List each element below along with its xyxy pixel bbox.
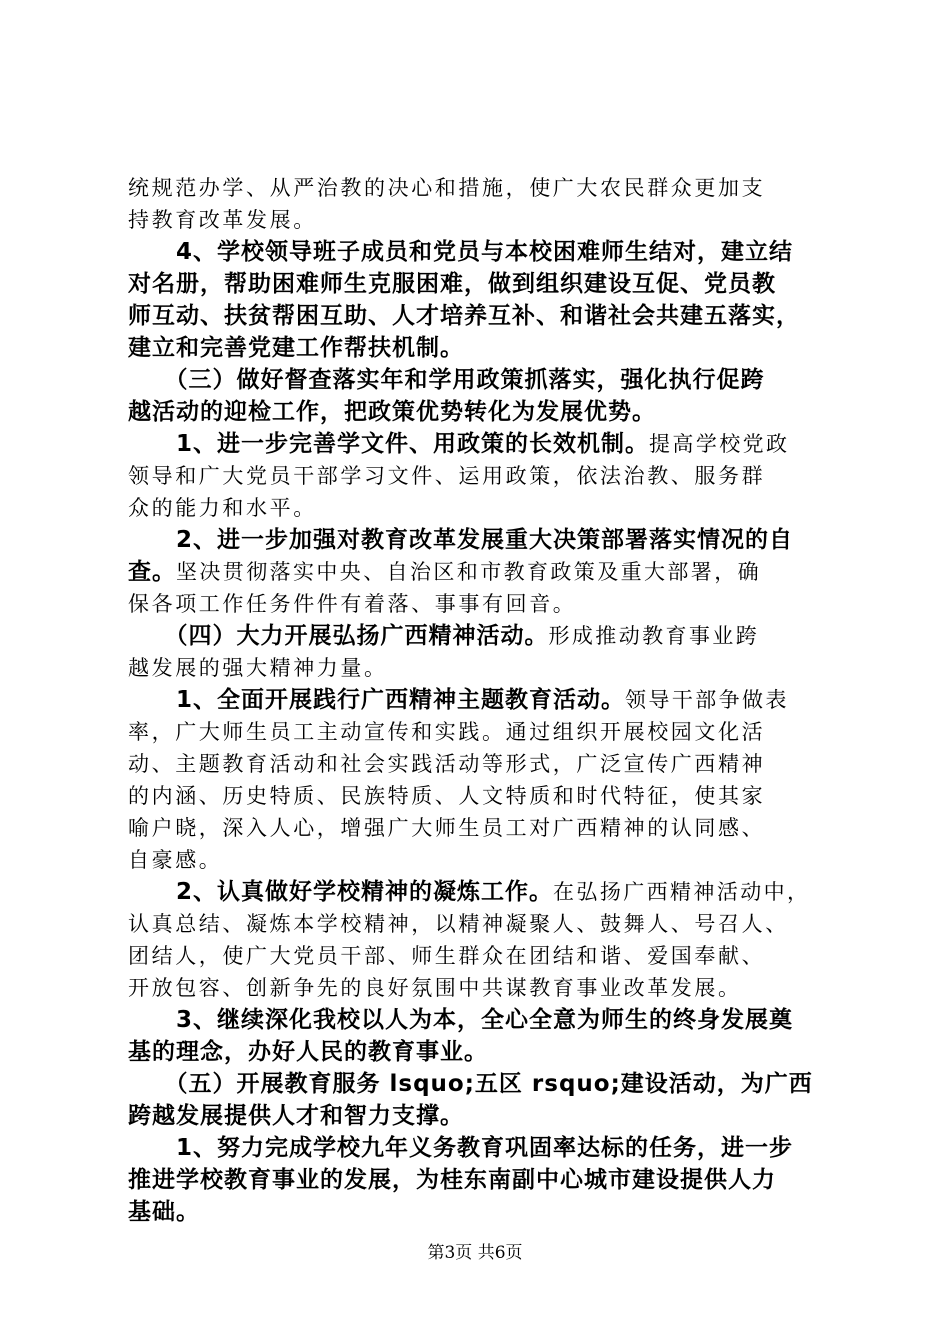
- text-line: [128, 652, 828, 684]
- text-line: [128, 556, 828, 588]
- text-segment: 的内涵、历史特质、民族特质、人文特质和时代特征，使其家: [128, 784, 766, 808]
- text-line: [128, 812, 828, 844]
- bold-text-segment: （三）做好督查落实年和学用政策抓落实，强化执行促跨: [128, 367, 765, 393]
- text-segment: 开放包容、创新争先的良好氛围中共谋教育事业改革发展。: [128, 976, 742, 1000]
- text-line: [128, 396, 828, 428]
- text-line: [128, 972, 828, 1004]
- bold-text-segment: 基础。: [128, 1199, 200, 1225]
- text-line: [128, 428, 828, 460]
- bold-text-segment: 推进学校教育事业的发展，为桂东南副中心城市建设提供人力: [128, 1167, 776, 1193]
- text-line: [128, 716, 828, 748]
- text-segment: 认真总结、凝炼本学校精神，以精神凝聚人、鼓舞人、号召人、: [128, 912, 789, 936]
- text-line: [128, 780, 828, 812]
- page-footer: 第3页 共6页: [427, 1243, 523, 1263]
- text-segment: 持教育改革发展。: [128, 208, 317, 232]
- text-line: [128, 332, 828, 364]
- text-line: [128, 204, 828, 236]
- text-line: [128, 1036, 828, 1068]
- text-line: [128, 876, 828, 908]
- bold-text-segment: 师互动、扶贫帮困互助、人才培养互补、和谐社会共建五落实，: [128, 303, 800, 329]
- text-line: [128, 844, 828, 876]
- bold-text-segment: 跨越发展提供人才和智力支撑。: [128, 1103, 464, 1129]
- bold-text-segment: 查。: [128, 559, 176, 585]
- bold-text-segment: 1、努力完成学校九年义务教育巩固率达标的任务，进一步: [128, 1135, 794, 1161]
- text-line: [128, 364, 828, 396]
- bold-text-segment: 对名册，帮助困难师生克服困难，做到组织建设互促、党员教: [128, 271, 776, 297]
- text-line: [128, 1100, 828, 1132]
- text-line: [128, 268, 828, 300]
- text-line: [128, 940, 828, 972]
- text-segment: 在弘扬广西精神活动中，: [553, 880, 811, 904]
- bold-text-segment: （五）开展教育服务 lsquo;五区 rsquo;建设活动，为广西: [128, 1071, 813, 1097]
- text-segment: 率，广大师生员工主动宣传和实践。通过组织开展校园文化活: [128, 720, 766, 744]
- text-line: [128, 908, 828, 940]
- text-segment: 动、主题教育活动和社会实践活动等形式，广泛宣传广西精神: [128, 752, 766, 776]
- text-segment: 统规范办学、从严治教的决心和措施，使广大农民群众更加支: [128, 176, 766, 200]
- bold-text-segment: 1、进一步完善学文件、用政策的长效机制。: [128, 431, 650, 457]
- bold-text-segment: 2、认真做好学校精神的凝炼工作。: [128, 879, 554, 905]
- bold-text-segment: （四）大力开展弘扬广西精神活动。: [128, 623, 549, 649]
- text-line: [128, 620, 828, 652]
- text-segment: 众的能力和水平。: [128, 496, 317, 520]
- text-segment: 领导干部争做表: [625, 688, 789, 712]
- text-line: [128, 748, 828, 780]
- bold-text-segment: 2、进一步加强对教育改革发展重大决策部署落实情况的自: [128, 527, 794, 553]
- text-segment: 形成推动教育事业跨: [548, 624, 760, 648]
- text-segment: 保各项工作任务件件有着落、事事有回音。: [128, 592, 577, 616]
- text-line: [128, 300, 828, 332]
- text-line: [128, 1164, 828, 1196]
- text-line: [128, 684, 828, 716]
- text-segment: 自豪感。: [128, 848, 223, 872]
- text-line: [128, 1068, 828, 1100]
- text-segment: 提高学校党政: [649, 432, 790, 456]
- bold-text-segment: 越活动的迎检工作，把政策优势转化为发展优势。: [128, 399, 656, 425]
- text-line: [128, 1196, 828, 1228]
- text-line: [128, 524, 828, 556]
- text-segment: 喻户晓，深入人心，增强广大师生员工对广西精神的认同感、: [128, 816, 766, 840]
- text-segment: 越发展的强大精神力量。: [128, 656, 388, 680]
- text-line: [128, 1132, 828, 1164]
- document-body: [128, 172, 828, 1228]
- text-line: [128, 1004, 828, 1036]
- text-line: [128, 588, 828, 620]
- text-line: [128, 460, 828, 492]
- text-segment: 领导和广大党员干部学习文件、运用政策，依法治教、服务群: [128, 464, 766, 488]
- text-line: [128, 236, 828, 268]
- bold-text-segment: 建立和完善党建工作帮扶机制。: [128, 335, 464, 361]
- text-segment: 坚决贯彻落实中央、自治区和市教育政策及重大部署，确: [176, 560, 761, 584]
- bold-text-segment: 4、学校领导班子成员和党员与本校困难师生结对，建立结: [128, 239, 794, 265]
- text-line: [128, 172, 828, 204]
- bold-text-segment: 基的理念，办好人民的教育事业。: [128, 1039, 488, 1065]
- bold-text-segment: 1、全面开展践行广西精神主题教育活动。: [128, 687, 626, 713]
- text-segment: 团结人，使广大党员干部、师生群众在团结和谐、爱国奉献、: [128, 944, 766, 968]
- bold-text-segment: 3、继续深化我校以人为本，全心全意为师生的终身发展奠: [128, 1007, 794, 1033]
- text-line: [128, 492, 828, 524]
